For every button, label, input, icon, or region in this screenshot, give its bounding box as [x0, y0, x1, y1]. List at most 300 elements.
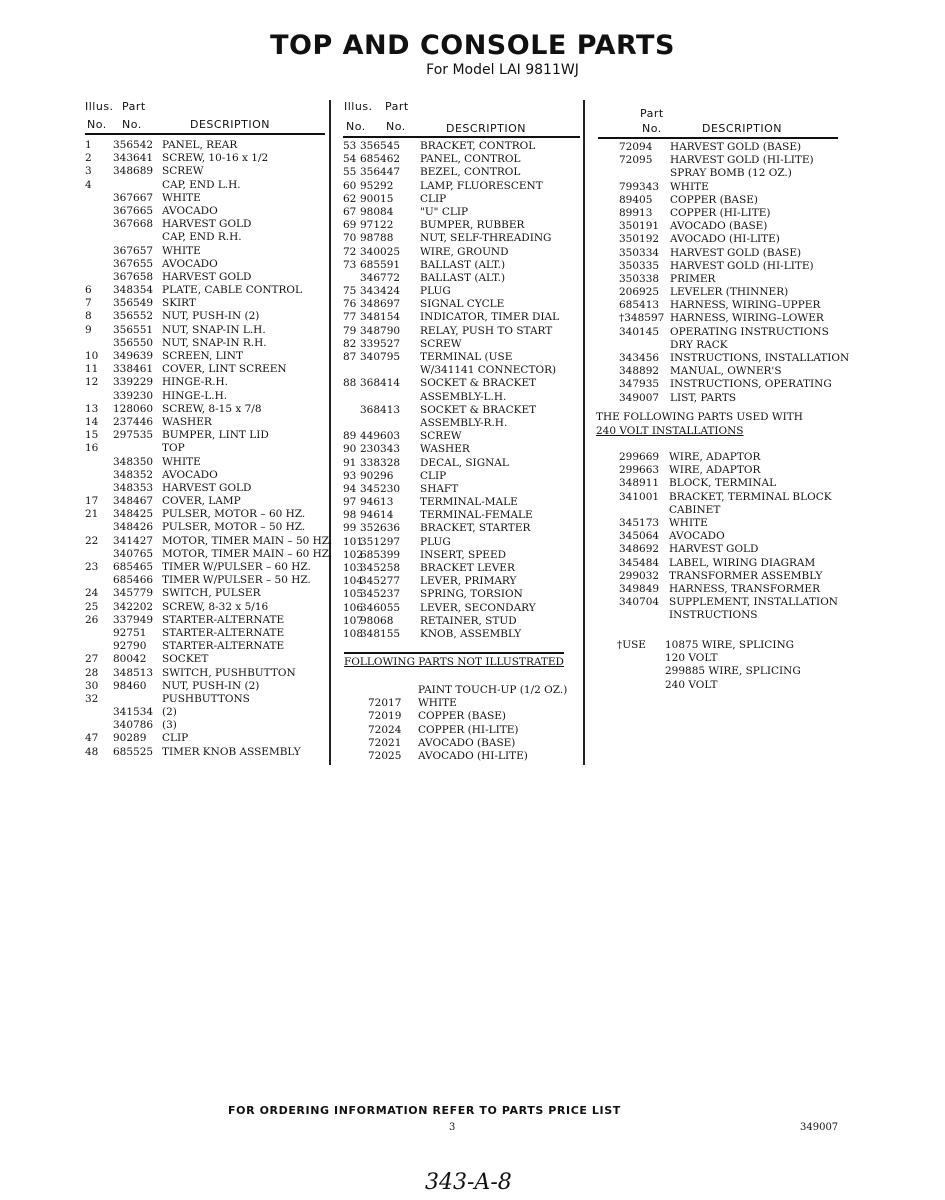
illus-number: 8 [85, 310, 92, 323]
part-number: 230343 [360, 443, 401, 456]
table-row [593, 339, 843, 352]
part-description: SCREW [162, 165, 204, 178]
illus-number: 79 [343, 324, 357, 337]
part-description: LAMP, FLUORESCENT [420, 179, 543, 192]
table-row [593, 365, 843, 378]
table-row [85, 231, 325, 244]
table-row [343, 615, 580, 628]
part-description: BUMPER, RUBBER [420, 219, 525, 232]
table-row [593, 181, 843, 194]
part-description: 240 VOLT [665, 678, 718, 691]
part-number: 345484 [619, 556, 660, 569]
illus-number: 1 [85, 139, 92, 151]
illus-number: 77 [343, 311, 357, 324]
table-row [593, 392, 843, 405]
table-row [593, 596, 843, 609]
table-row [593, 652, 843, 665]
part-number: 348692 [619, 543, 660, 556]
part-description: COPPER (HI-LITE) [418, 723, 519, 736]
part-description: SCREW, 10-16 x 1/2 [162, 152, 269, 165]
description-header: DESCRIPTION [446, 122, 526, 135]
illus-number: 99 [343, 522, 357, 535]
table-row [343, 536, 580, 549]
splicing-note [593, 639, 843, 692]
table-row [85, 469, 325, 482]
part-header: Part [122, 100, 146, 113]
part-description: BRACKET LEVER [420, 562, 515, 574]
part-number: 343641 [113, 152, 154, 165]
part-description: (2) [162, 706, 177, 719]
table-row [85, 587, 325, 600]
part-number: 348689 [113, 165, 154, 178]
illus-number: 24 [85, 587, 99, 600]
part-description: WIRE, ADAPTOR [669, 451, 761, 463]
part-description: CABINET [669, 503, 721, 516]
table-row [85, 456, 325, 469]
table-row [593, 286, 843, 299]
table-row [85, 521, 325, 534]
illus-number: 17 [85, 495, 99, 508]
part-number: 356549 [113, 297, 154, 310]
table-row [343, 311, 580, 324]
table-row [85, 403, 325, 416]
table-row [593, 194, 843, 207]
illus-number: 89 [343, 430, 357, 443]
part-description: HARNESS, TRANSFORMER [669, 582, 820, 595]
illus-number: 105 [343, 588, 364, 601]
part-description: BRACKET, TERMINAL BLOCK [669, 490, 832, 503]
table-row [593, 273, 843, 286]
part-description: BALLAST (ALT.) [420, 258, 506, 271]
part-description: TRANSFORMER ASSEMBLY [669, 569, 823, 582]
table-row [593, 352, 850, 365]
part-description: 120 VOLT [665, 652, 718, 665]
table-row [343, 483, 580, 496]
table-row [343, 166, 580, 179]
part-number: 367665 [113, 204, 154, 217]
part-number: 299663 [619, 464, 660, 477]
part-number: 94613 [360, 496, 394, 509]
illus-number: 98 [343, 509, 357, 522]
part-number: 356550 [113, 336, 154, 349]
part-description: BALLAST (ALT.) [420, 271, 506, 284]
illus-number: 94 [343, 482, 357, 495]
table-row [343, 737, 580, 750]
table-row [343, 338, 580, 351]
table-row [85, 601, 325, 614]
part-header: Part [640, 107, 664, 120]
part-description: SCREW, 8-32 x 5/16 [162, 600, 269, 613]
part-description: AVOCADO [162, 468, 218, 481]
column-divider [583, 100, 585, 765]
illus-number: 75 [343, 285, 357, 298]
part-number: 340025 [360, 245, 401, 258]
table-row [343, 351, 580, 364]
part-no-header: No. [386, 120, 406, 133]
table-row [343, 259, 580, 272]
table-row [85, 746, 325, 759]
part-number: 348154 [360, 311, 401, 324]
illus-number: 15 [85, 429, 99, 442]
table-row [593, 451, 843, 464]
table-row [593, 679, 843, 692]
part-number: 346772 [360, 271, 401, 284]
part-description: PLUG [420, 535, 451, 548]
part-number: 350338 [619, 272, 660, 285]
part-number: 367668 [113, 218, 154, 231]
part-description: HARVEST GOLD (BASE) [670, 141, 802, 153]
header-rule [343, 136, 580, 138]
part-description: AVOCADO (BASE) [418, 736, 516, 749]
part-description: HARVEST GOLD [669, 543, 759, 556]
part-number: 98788 [360, 232, 394, 245]
part-description: CLIP [420, 469, 447, 482]
part-number: 356542 [113, 139, 154, 151]
illus-number: 101 [343, 535, 364, 548]
part-number: 341534 [113, 706, 154, 719]
table-row [343, 602, 580, 615]
illus-number: 54 [343, 153, 357, 166]
part-number: 95292 [360, 179, 394, 192]
part-number: 350192 [619, 233, 660, 246]
table-row [343, 684, 580, 697]
part-number: 356447 [360, 166, 401, 179]
table-row [343, 153, 580, 166]
part-description: WIRE, ADAPTOR [669, 464, 761, 477]
part-description: CLIP [162, 732, 189, 745]
part-description: SCREEN, LINT [162, 350, 243, 362]
part-description: NUT, SELF-THREADING [420, 232, 552, 245]
table-row [85, 416, 325, 429]
table-row [343, 470, 580, 483]
part-description: BRACKET, CONTROL [420, 140, 536, 152]
part-description: NUT, SNAP-IN R.H. [162, 336, 267, 349]
part-number: 348352 [113, 468, 154, 481]
part-number: 348155 [360, 627, 401, 640]
table-row [343, 193, 580, 206]
table-row [85, 192, 325, 205]
table-row [85, 271, 325, 284]
table-row [85, 429, 325, 442]
table-row [593, 665, 843, 678]
illus-number: 69 [343, 219, 357, 232]
part-description: CAP, END L.H. [162, 178, 241, 191]
volt-heading-line1: THE FOLLOWING PARTS USED WITH [596, 411, 803, 423]
section-rule [344, 652, 564, 654]
illus-number: 62 [343, 192, 357, 205]
part-number: 345173 [619, 516, 660, 529]
part-description: WASHER [162, 415, 212, 428]
table-row [343, 391, 580, 404]
part-number: 350191 [619, 220, 660, 233]
part-description: WHITE [669, 516, 708, 529]
part-description: INSTRUCTIONS [669, 609, 758, 622]
table-row [85, 245, 325, 258]
table-row [85, 205, 325, 218]
part-description: INSTRUCTIONS, INSTALLATION [670, 352, 850, 364]
part-number: 89405 [619, 193, 653, 206]
part-number: 340145 [619, 325, 660, 338]
part-number: 98460 [113, 679, 147, 692]
part-number: 348426 [113, 521, 154, 534]
paint-touchup-list [343, 684, 580, 763]
illus-number: 3 [85, 165, 92, 178]
illus-number: 13 [85, 402, 99, 415]
parts-list-column-2 [343, 140, 580, 641]
part-number: 340786 [113, 719, 154, 732]
part-number: 341001 [619, 490, 660, 503]
part-description: COVER, LINT SCREEN [162, 363, 287, 376]
illus-number: 26 [85, 613, 99, 626]
illus-number: 107 [343, 614, 364, 627]
table-row [343, 562, 580, 575]
table-row [85, 376, 325, 389]
illus-number: 73 [343, 258, 357, 271]
part-description: SOCKET [162, 653, 209, 666]
part-number: 299669 [619, 451, 660, 463]
part-number: 685413 [619, 299, 660, 312]
part-description: BRACKET, STARTER [420, 522, 531, 535]
table-row [343, 272, 580, 285]
illus-number: 97 [343, 496, 357, 509]
part-description: BUMPER, LINT LID [162, 429, 269, 442]
part-number: 685525 [113, 745, 154, 758]
part-description: HINGE-R.H. [162, 376, 229, 389]
illus-number: 103 [343, 562, 364, 574]
part-description: PLATE, CABLE CONTROL [162, 284, 303, 297]
table-row [593, 504, 843, 517]
part-number: 347935 [619, 378, 660, 391]
part-number: 345237 [360, 588, 401, 601]
part-description: SWITCH, PUSHBUTTON [162, 666, 296, 679]
part-description: WASHER [420, 443, 470, 456]
part-number: 94614 [360, 509, 394, 522]
part-description: INSTRUCTIONS, OPERATING [670, 378, 832, 391]
table-row [85, 574, 325, 587]
part-description: AVOCADO [162, 204, 218, 217]
part-number: 98084 [360, 205, 394, 218]
part-description: SUPPLEMENT, INSTALLATION [669, 596, 838, 609]
part-description: CLIP [420, 192, 447, 205]
table-row [343, 710, 580, 723]
part-number: 337949 [113, 613, 154, 626]
part-description: HARVEST GOLD [162, 218, 252, 231]
illus-number: 88 [343, 377, 357, 390]
illus-number: 10 [85, 350, 99, 362]
part-description: MOTOR, TIMER MAIN – 60 HZ. [162, 547, 333, 560]
table-row [343, 364, 580, 377]
part-number: 72094 [619, 141, 653, 153]
illus-number: 2 [85, 152, 92, 165]
part-number: 449603 [360, 430, 401, 443]
table-row [85, 680, 325, 693]
part-description: AVOCADO [162, 257, 218, 270]
part-description: SHAFT [420, 482, 459, 495]
part-description: TERMINAL-MALE [420, 496, 518, 509]
part-description: MANUAL, OWNER'S [670, 365, 782, 378]
part-number: 348790 [360, 324, 401, 337]
table-row [593, 583, 843, 596]
part-description: WHITE [670, 180, 709, 193]
illus-no-header: No. [87, 118, 107, 131]
part-description: PLUG [420, 285, 451, 298]
table-row [85, 258, 325, 271]
part-description: SIGNAL CYCLE [420, 298, 505, 311]
illus-number: 7 [85, 297, 92, 310]
part-number: 339230 [113, 389, 154, 402]
table-row [343, 750, 580, 763]
part-description: NUT, PUSH-IN (2) [162, 679, 260, 692]
table-row [343, 588, 580, 601]
part-number: 338328 [360, 456, 401, 469]
part-description: KNOB, ASSEMBLY [420, 627, 522, 640]
part-description: LIST, PARTS [670, 391, 737, 404]
table-row [343, 180, 580, 193]
part-number: 685465 [113, 561, 154, 573]
illus-number: 93 [343, 469, 357, 482]
part-number: 345258 [360, 562, 401, 574]
part-number: 348350 [113, 455, 154, 468]
part-description: HARVEST GOLD [162, 270, 252, 283]
part-description: PULSER, MOTOR – 60 HZ. [162, 508, 306, 521]
part-number: 351297 [360, 535, 401, 548]
part-number: 349007 [619, 391, 660, 404]
table-row [343, 496, 580, 509]
ordering-info: FOR ORDERING INFORMATION REFER TO PARTS PRICE LIST [228, 1104, 621, 1117]
illus-number: 108 [343, 627, 364, 640]
part-number: 297535 [113, 429, 154, 442]
table-row [85, 732, 325, 745]
table-row [343, 219, 580, 232]
table-row [343, 298, 580, 311]
table-row [85, 363, 325, 376]
part-number: 72025 [368, 749, 402, 762]
part-description: STARTER-ALTERNATE [162, 613, 285, 626]
illus-number: 21 [85, 508, 99, 521]
part-number: 368414 [360, 377, 401, 390]
part-description: AVOCADO (HI-LITE) [418, 749, 528, 762]
table-row [85, 337, 325, 350]
part-description: DECAL, SIGNAL [420, 456, 509, 469]
part-number: 345779 [113, 587, 154, 600]
table-row [85, 482, 325, 495]
part-number: 348513 [113, 666, 154, 679]
table-row [85, 390, 325, 403]
part-number: 799343 [619, 180, 660, 193]
table-row [593, 609, 843, 622]
table-row [85, 508, 325, 521]
part-description: TIMER W/PULSER – 60 HZ. [162, 561, 311, 573]
part-number: 685466 [113, 574, 154, 587]
part-description: CAP, END R.H. [162, 231, 242, 244]
illus-number: 72 [343, 245, 357, 258]
table-row [593, 557, 843, 570]
part-no-header: No. [642, 122, 662, 135]
part-description: COPPER (BASE) [670, 193, 759, 206]
part-number: 92751 [113, 626, 147, 639]
table-row [593, 141, 843, 154]
table-row [593, 639, 843, 652]
table-row [343, 443, 580, 456]
part-description: PULSER, MOTOR – 50 HZ. [162, 521, 306, 534]
volt-heading-line2: 240 VOLT INSTALLATIONS [596, 425, 744, 437]
illus-number: 11 [85, 363, 99, 376]
part-number: 340704 [619, 596, 660, 609]
part-description: TIMER W/PULSER – 50 HZ. [162, 574, 311, 587]
part-description: PUSHBUTTONS [162, 692, 250, 705]
part-description: RELAY, PUSH TO START [420, 324, 553, 337]
part-number: 342202 [113, 600, 154, 613]
part-number: 348353 [113, 481, 154, 494]
part-description: HARVEST GOLD (BASE) [670, 246, 802, 259]
part-number: 90296 [360, 469, 394, 482]
table-row [343, 140, 580, 153]
part-description: HARNESS, WIRING–LOWER [670, 312, 824, 325]
part-description: W/341141 CONNECTOR) [420, 364, 557, 377]
table-row [85, 350, 325, 363]
table-row [85, 640, 325, 653]
table-row [593, 543, 843, 556]
table-row [343, 575, 580, 588]
part-number: 72095 [619, 154, 653, 167]
part-description: HARNESS, WIRING–UPPER [670, 299, 821, 312]
part-number: 367667 [113, 191, 154, 204]
part-description: BLOCK, TERMINAL [669, 477, 777, 490]
parts-list-column-3 [593, 141, 850, 405]
part-number: 348354 [113, 284, 154, 297]
table-row [343, 246, 580, 259]
illus-number: 70 [343, 232, 357, 245]
part-description: NUT, PUSH-IN (2) [162, 310, 260, 323]
table-row [593, 207, 843, 220]
part-description: 299885 WIRE, SPLICING [665, 665, 801, 678]
illus-number: 55 [343, 166, 357, 179]
part-number: 340795 [360, 351, 401, 363]
part-number: 72019 [368, 710, 402, 723]
part-description: COVER, LAMP [162, 495, 241, 508]
part-description: TOP [162, 442, 185, 455]
part-description: LEVELER (THINNER) [670, 286, 789, 299]
table-row [343, 457, 580, 470]
part-number: 206925 [619, 286, 660, 299]
part-description: STARTER-ALTERNATE [162, 626, 285, 639]
part-number: 368413 [360, 403, 401, 416]
page-title: TOP AND CONSOLE PARTS [270, 30, 675, 61]
part-number: 72017 [368, 697, 402, 710]
part-number: 89913 [619, 206, 653, 219]
part-description: AVOCADO (HI-LITE) [670, 233, 780, 246]
table-row [343, 724, 580, 737]
illus-number: 12 [85, 376, 99, 389]
part-description: BEZEL, CONTROL [420, 166, 521, 179]
part-number: 343424 [360, 285, 401, 298]
part-description: SWITCH, PULSER [162, 587, 261, 600]
part-number: 367655 [113, 257, 154, 270]
part-number: 356545 [360, 140, 401, 152]
part-number: 98068 [360, 614, 394, 627]
part-description: SPRAY BOMB (12 OZ.) [670, 167, 792, 180]
part-number: 340765 [113, 547, 154, 560]
table-row [593, 247, 843, 260]
part-description: LEVER, SECONDARY [420, 601, 536, 614]
part-description: AVOCADO [669, 530, 725, 543]
part-description: MOTOR, TIMER MAIN – 50 HZ. [162, 534, 333, 547]
part-description: HINGE-L.H. [162, 389, 228, 402]
not-illustrated-heading: FOLLOWING PARTS NOT ILLUSTRATED [344, 656, 564, 668]
illus-no-header: No. [346, 120, 366, 133]
part-description: SCREW [420, 337, 462, 350]
part-number: 345230 [360, 482, 401, 495]
